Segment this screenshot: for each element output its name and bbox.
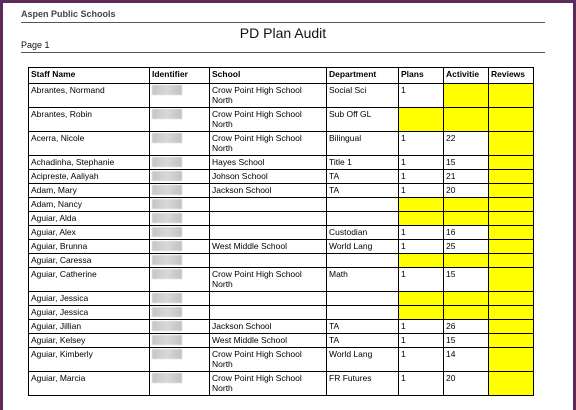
identifier-cell [150,226,210,240]
plans-cell: 1 [399,372,444,396]
reviews-cell [489,306,534,320]
table-row [29,334,534,348]
reviews-cell [489,240,534,254]
redacted-identifier [152,307,182,317]
reviews-cell [489,254,534,268]
department-cell: Sub Off GL [327,108,399,132]
redacted-identifier [152,373,182,383]
department-cell: FR Futures [327,372,399,396]
staff-name-cell: Aguiar, Alda [29,212,150,226]
department-cell: Bilingual [327,132,399,156]
activities-cell: 14 [444,348,489,372]
column-header-reviews: Reviews [489,68,534,84]
redacted-identifier [152,241,182,251]
identifier-cell [150,198,210,212]
department-cell: Social Sci [327,84,399,108]
activities-cell [444,212,489,226]
department-cell: Title 1 [327,156,399,170]
table-row [29,108,534,132]
table-row [29,226,534,240]
identifier-cell [150,292,210,306]
activities-cell [444,108,489,132]
column-header-identifier: Identifier [150,68,210,84]
staff-name-cell: Abrantes, Normand [29,84,150,108]
plans-cell [399,292,444,306]
column-header-staff-name: Staff Name [29,68,150,84]
identifier-cell [150,268,210,292]
reviews-cell [489,170,534,184]
reviews-cell [489,348,534,372]
school-cell: Hayes School [210,156,327,170]
activities-cell: 20 [444,184,489,198]
identifier-cell [150,156,210,170]
reviews-cell [489,132,534,156]
staff-name-cell: Aguiar, Jessica [29,306,150,320]
activities-cell: 21 [444,170,489,184]
table-row [29,156,534,170]
identifier-cell [150,320,210,334]
activities-cell: 15 [444,268,489,292]
identifier-cell [150,84,210,108]
reviews-cell [489,268,534,292]
plans-cell: 1 [399,348,444,372]
reviews-cell [489,292,534,306]
identifier-cell [150,254,210,268]
reviews-cell [489,226,534,240]
plans-cell: 1 [399,170,444,184]
staff-name-cell: Aguiar, Caressa [29,254,150,268]
page-number: Page 1 [21,40,50,50]
organization-name: Aspen Public Schools [21,9,116,19]
school-cell: Crow Point High School North [210,372,327,396]
audit-table-body [29,84,534,396]
table-row [29,254,534,268]
plans-cell: 1 [399,132,444,156]
plans-cell: 1 [399,320,444,334]
identifier-cell [150,184,210,198]
redacted-identifier [152,349,182,359]
report-title: PD Plan Audit [239,25,327,41]
activities-cell [444,84,489,108]
department-cell [327,292,399,306]
identifier-cell [150,348,210,372]
activities-cell [444,254,489,268]
school-cell [210,254,327,268]
staff-name-cell: Aguiar, Alex [29,226,150,240]
school-cell: West Middle School [210,240,327,254]
staff-name-cell: Acerra, Nicole [29,132,150,156]
department-cell: TA [327,184,399,198]
staff-name-cell: Aguiar, Jillian [29,320,150,334]
department-cell: TA [327,320,399,334]
plans-cell: 1 [399,240,444,254]
redacted-identifier [152,171,182,181]
activities-cell: 20 [444,372,489,396]
school-cell [210,226,327,240]
activities-cell: 22 [444,132,489,156]
staff-name-cell: Aguiar, Kelsey [29,334,150,348]
report-page [3,3,573,410]
school-cell: Johson School [210,170,327,184]
school-cell: Crow Point High School North [210,84,327,108]
plans-cell [399,254,444,268]
reviews-cell [489,84,534,108]
redacted-identifier [152,255,182,265]
redacted-identifier [152,85,182,95]
identifier-cell [150,372,210,396]
reviews-cell [489,212,534,226]
redacted-identifier [152,185,182,195]
audit-table [28,67,534,396]
identifier-cell [150,240,210,254]
redacted-identifier [152,109,182,119]
reviews-cell [489,198,534,212]
school-cell: Crow Point High School North [210,268,327,292]
school-cell: Crow Point High School North [210,348,327,372]
school-cell [210,292,327,306]
table-row [29,84,534,108]
staff-name-cell: Aguiar, Kimberly [29,348,150,372]
activities-cell [444,306,489,320]
staff-name-cell: Adam, Nancy [29,198,150,212]
reviews-cell [489,184,534,198]
redacted-identifier [152,335,182,345]
table-row [29,170,534,184]
column-header-activities: Activitie [444,68,489,84]
header-rule-bottom [21,52,545,53]
activities-cell [444,292,489,306]
activities-cell: 25 [444,240,489,254]
table-row [29,372,534,396]
table-row [29,348,534,372]
department-cell [327,212,399,226]
plans-cell [399,212,444,226]
school-cell: Crow Point High School North [210,108,327,132]
school-cell: West Middle School [210,334,327,348]
column-header-school: School [210,68,327,84]
redacted-identifier [152,213,182,223]
redacted-identifier [152,157,182,167]
staff-name-cell: Aguiar, Jessica [29,292,150,306]
redacted-identifier [152,227,182,237]
school-cell [210,198,327,212]
redacted-identifier [152,133,182,143]
department-cell: World Lang [327,348,399,372]
plans-cell: 1 [399,84,444,108]
activities-cell [444,198,489,212]
staff-name-cell: Aguiar, Catherine [29,268,150,292]
table-row [29,306,534,320]
table-row [29,268,534,292]
activities-cell: 16 [444,226,489,240]
school-cell [210,212,327,226]
plans-cell [399,108,444,132]
department-cell [327,198,399,212]
column-header-plans: Plans [399,68,444,84]
school-cell: Jackson School [210,184,327,198]
column-header-department: Department [327,68,399,84]
table-row [29,292,534,306]
department-cell: TA [327,334,399,348]
staff-name-cell: Adam, Mary [29,184,150,198]
reviews-cell [489,108,534,132]
identifier-cell [150,170,210,184]
redacted-identifier [152,199,182,209]
identifier-cell [150,334,210,348]
table-row [29,184,534,198]
staff-name-cell: Achadinha, Stephanie [29,156,150,170]
staff-name-cell: Aguiar, Brunna [29,240,150,254]
reviews-cell [489,372,534,396]
reviews-cell [489,320,534,334]
plans-cell: 1 [399,156,444,170]
reviews-cell [489,334,534,348]
department-cell: Custodian [327,226,399,240]
school-cell: Crow Point High School North [210,132,327,156]
table-row [29,198,534,212]
department-cell: Math [327,268,399,292]
plans-cell: 1 [399,184,444,198]
table-row [29,132,534,156]
school-cell [210,306,327,320]
redacted-identifier [152,293,182,303]
department-cell [327,254,399,268]
identifier-cell [150,108,210,132]
staff-name-cell: Abrantes, Robin [29,108,150,132]
reviews-cell [489,156,534,170]
identifier-cell [150,132,210,156]
staff-name-cell: Acipreste, Aaliyah [29,170,150,184]
plans-cell: 1 [399,226,444,240]
activities-cell: 15 [444,334,489,348]
department-cell: World Lang [327,240,399,254]
header-rule [21,22,545,23]
plans-cell: 1 [399,268,444,292]
identifier-cell [150,212,210,226]
table-row [29,240,534,254]
identifier-cell [150,306,210,320]
table-header-row [29,68,534,84]
plans-cell [399,306,444,320]
activities-cell: 15 [444,156,489,170]
department-cell: TA [327,170,399,184]
table-row [29,320,534,334]
redacted-identifier [152,321,182,331]
plans-cell [399,198,444,212]
activities-cell: 26 [444,320,489,334]
staff-name-cell: Aguiar, Marcia [29,372,150,396]
department-cell [327,306,399,320]
school-cell: Jackson School [210,320,327,334]
redacted-identifier [152,269,182,279]
plans-cell: 1 [399,334,444,348]
table-row [29,212,534,226]
